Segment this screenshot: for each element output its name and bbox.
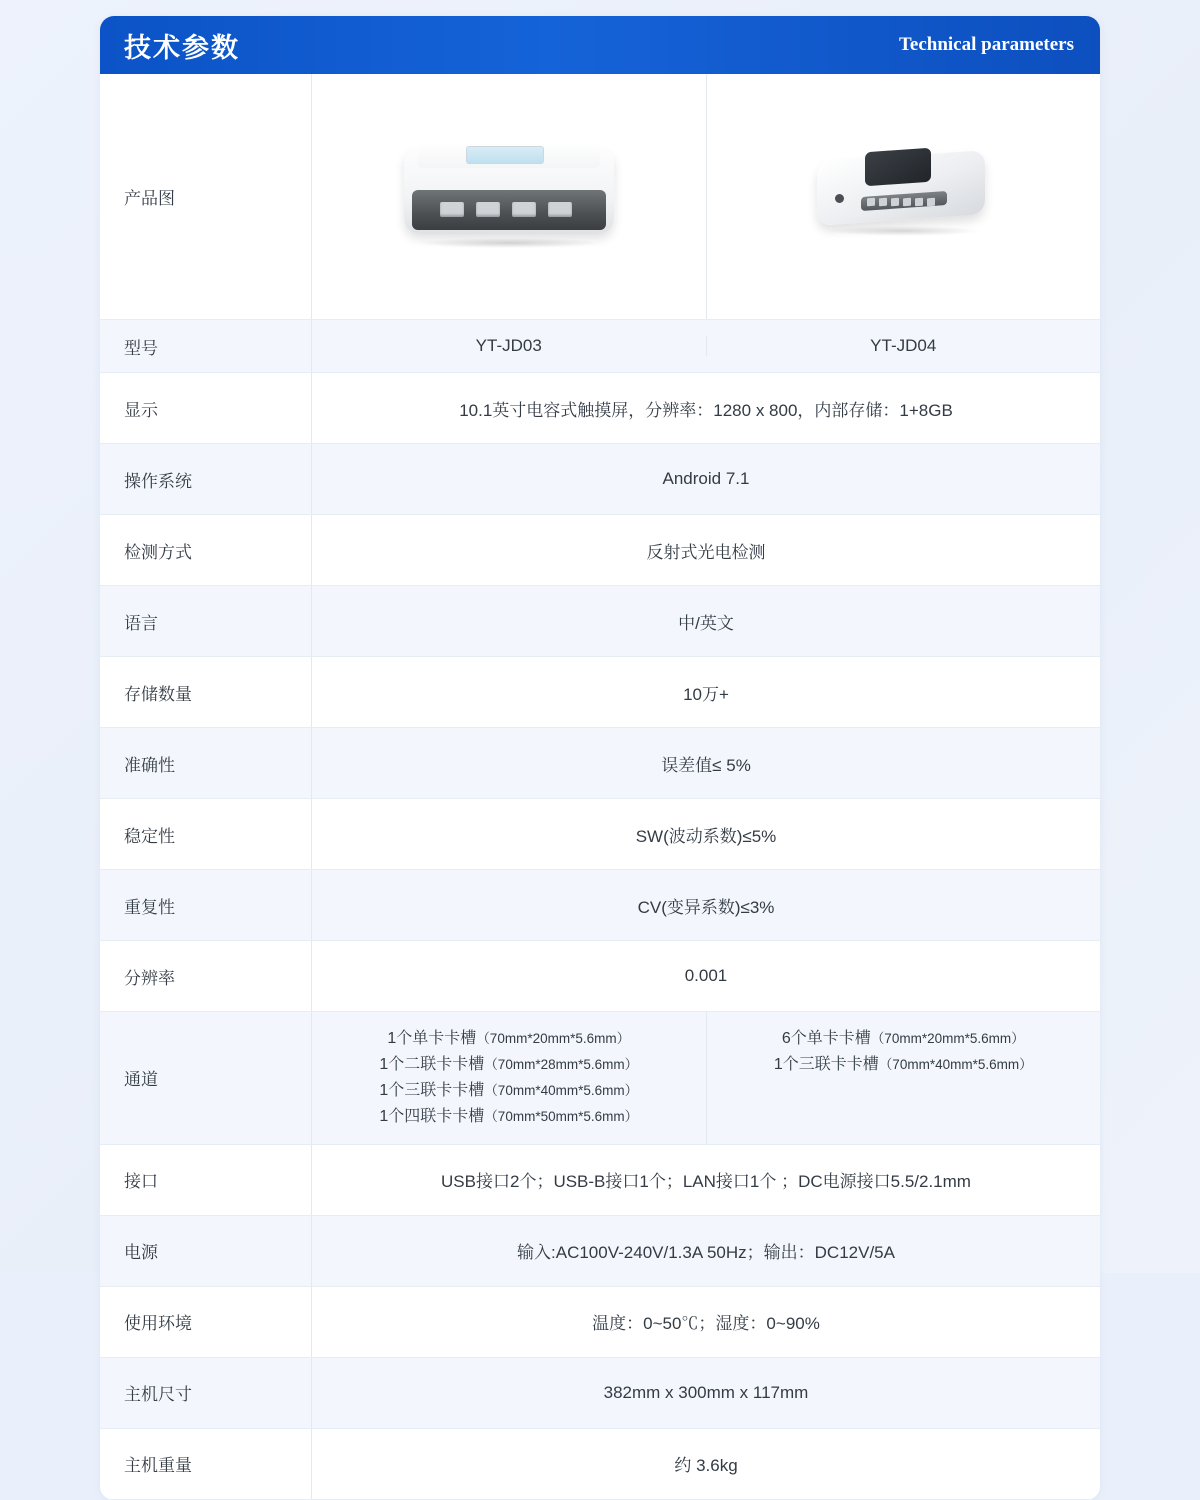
table-row-stability bbox=[100, 799, 1100, 870]
row-value-os: Android 7.1 bbox=[312, 444, 1101, 515]
card-slot-icon bbox=[440, 202, 464, 217]
card-slot-icon bbox=[891, 197, 899, 206]
table-row-os bbox=[100, 444, 1100, 515]
table-row-channel bbox=[100, 1012, 1100, 1145]
table-row-product-image bbox=[100, 74, 1100, 320]
card-slot-icon bbox=[927, 197, 935, 206]
table-row-storage-count bbox=[100, 657, 1100, 728]
channel-line: 6个单卡卡槽（70mm*20mm*5.6mm） bbox=[781, 1030, 1025, 1047]
row-label-power: 电源 bbox=[100, 1215, 312, 1286]
row-value-interface: USB接口2个；USB-B接口1个；LAN接口1个 ；DC电源接口5.5/2.1mm bbox=[312, 1144, 1101, 1215]
row-value-power: 输入:AC100V-240V/1.3A 50Hz；输出：DC12V/5A bbox=[312, 1215, 1101, 1286]
row-label-accuracy: 准确性 bbox=[100, 728, 312, 799]
model-value-right: YT-JD04 bbox=[870, 336, 937, 355]
channel-values bbox=[312, 1012, 1100, 1144]
technical-parameters-table bbox=[100, 74, 1100, 1500]
row-label-storage-count: 存储数量 bbox=[100, 657, 312, 728]
card-slot-icon bbox=[512, 202, 536, 217]
product-image-left bbox=[312, 74, 707, 319]
model-values bbox=[312, 336, 1100, 356]
table-row-resolution bbox=[100, 941, 1100, 1012]
table-row-dimensions bbox=[100, 1357, 1100, 1428]
card-slot-icon bbox=[879, 197, 887, 206]
yt-jd04-device-illustration bbox=[813, 142, 993, 252]
channel-line: 1个二联卡卡槽（70mm*28mm*5.6mm） bbox=[379, 1055, 639, 1073]
row-value-detection-method: 反射式光电检测 bbox=[312, 515, 1101, 586]
row-value-storage-count: 10万+ bbox=[312, 657, 1101, 728]
table-row-display bbox=[100, 373, 1100, 444]
table-row-weight bbox=[100, 1428, 1100, 1499]
channel-values-right bbox=[707, 1012, 1101, 1144]
channel-line: 1个三联卡卡槽（70mm*40mm*5.6mm） bbox=[773, 1055, 1033, 1073]
table-row-detection-method bbox=[100, 515, 1100, 586]
table-row-accuracy bbox=[100, 728, 1100, 799]
table-row-repeatability bbox=[100, 870, 1100, 941]
row-label-stability: 稳定性 bbox=[100, 799, 312, 870]
row-value-language: 中/英文 bbox=[312, 586, 1101, 657]
row-label-repeatability: 重复性 bbox=[100, 870, 312, 941]
channel-line: 1个单卡卡槽（70mm*20mm*5.6mm） bbox=[387, 1030, 631, 1047]
row-value-weight: 约 3.6kg bbox=[312, 1428, 1101, 1499]
row-label-interface: 接口 bbox=[100, 1144, 312, 1215]
channel-values-left bbox=[312, 1012, 707, 1144]
row-label-dimensions: 主机尺寸 bbox=[100, 1357, 312, 1428]
row-value-dimensions: 382mm x 300mm x 117mm bbox=[312, 1357, 1101, 1428]
table-row-power bbox=[100, 1215, 1100, 1286]
card-slot-icon bbox=[548, 202, 572, 217]
row-label-language: 语言 bbox=[100, 586, 312, 657]
product-image-cells bbox=[312, 74, 1100, 319]
product-image-right bbox=[707, 74, 1101, 319]
row-label-channel: 通道 bbox=[100, 1012, 312, 1145]
channel-line: 1个四联卡卡槽（70mm*50mm*5.6mm） bbox=[379, 1107, 639, 1125]
table-row-environment bbox=[100, 1286, 1100, 1357]
row-label-display: 显示 bbox=[100, 373, 312, 444]
row-label-model: 型号 bbox=[100, 320, 312, 373]
row-value-stability: SW(波动系数)≤5% bbox=[312, 799, 1101, 870]
card-slot-icon bbox=[476, 202, 500, 217]
spec-card bbox=[100, 16, 1100, 1500]
device-screen-icon bbox=[466, 146, 544, 164]
card-slot-icon bbox=[903, 197, 911, 206]
row-value-accuracy: 误差值≤ 5% bbox=[312, 728, 1101, 799]
row-value-repeatability: CV(变异系数)≤3% bbox=[312, 870, 1101, 941]
row-label-product-image: 产品图 bbox=[100, 74, 312, 320]
row-label-os: 操作系统 bbox=[100, 444, 312, 515]
row-value-resolution: 0.001 bbox=[312, 941, 1101, 1012]
channel-line: 1个三联卡卡槽（70mm*40mm*5.6mm） bbox=[379, 1081, 639, 1099]
row-label-resolution: 分辨率 bbox=[100, 941, 312, 1012]
header-title-en: Technical parameters bbox=[898, 34, 1074, 55]
card-slot-icon bbox=[867, 197, 875, 206]
row-value-environment: 温度：0~50℃；湿度：0~90% bbox=[312, 1286, 1101, 1357]
table-row-model bbox=[100, 320, 1100, 373]
spec-header bbox=[100, 16, 1100, 74]
table-row-language bbox=[100, 586, 1100, 657]
table-row-interface bbox=[100, 1144, 1100, 1215]
row-label-environment: 使用环境 bbox=[100, 1286, 312, 1357]
card-slot-icon bbox=[915, 197, 923, 206]
header-title-cn: 技术参数 bbox=[124, 32, 240, 63]
device-screen-icon bbox=[865, 147, 931, 186]
model-value-left: YT-JD03 bbox=[312, 336, 707, 356]
yt-jd03-device-illustration bbox=[404, 142, 614, 252]
row-label-weight: 主机重量 bbox=[100, 1428, 312, 1499]
row-label-detection-method: 检测方式 bbox=[100, 515, 312, 586]
power-port-icon bbox=[835, 194, 844, 203]
row-value-display: 10.1英寸电容式触摸屏，分辨率：1280 x 800，内部存储：1+8GB bbox=[312, 373, 1101, 444]
